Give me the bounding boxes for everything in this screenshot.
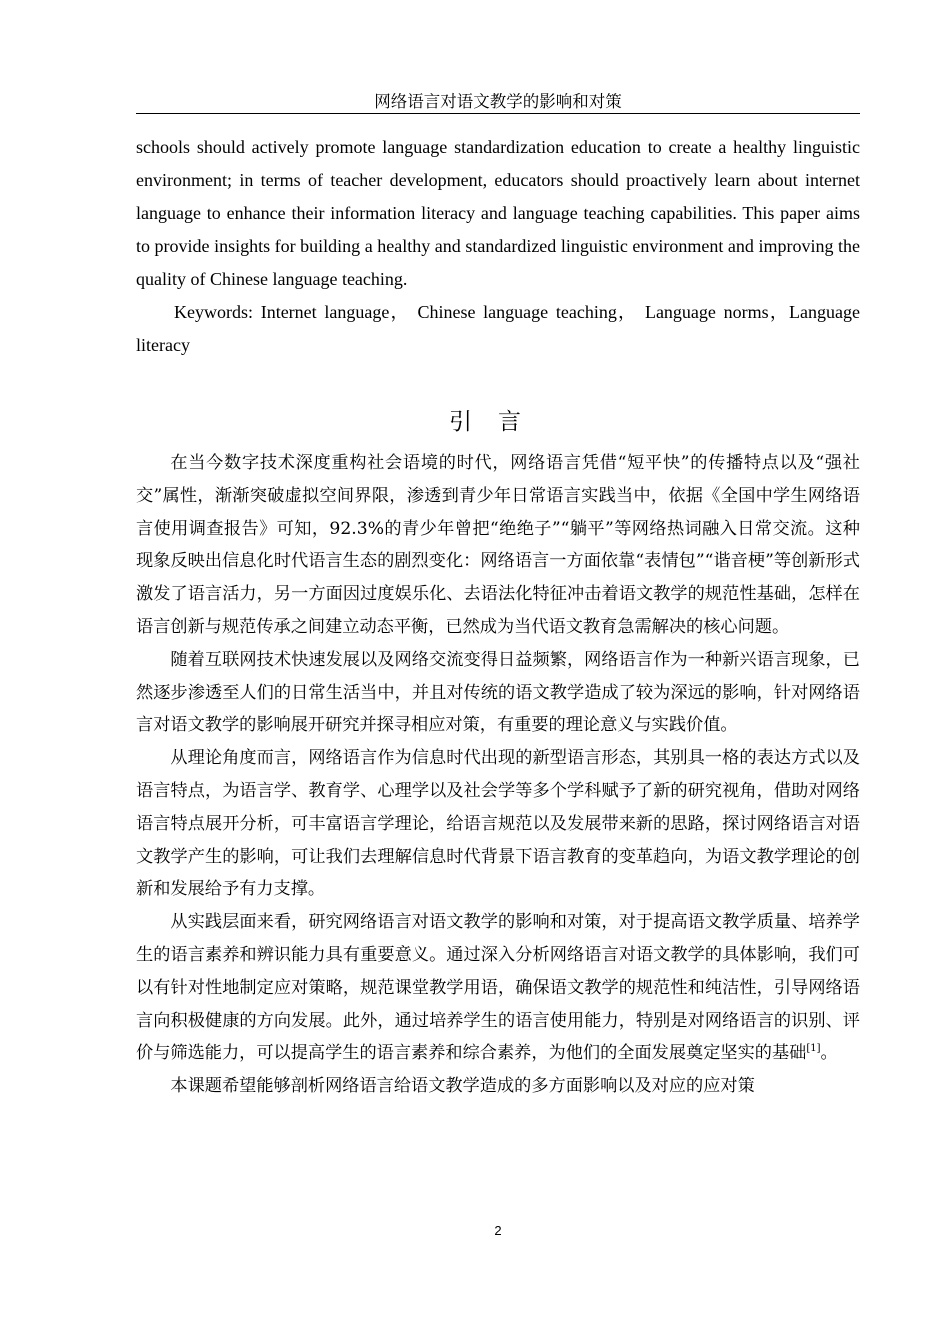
paragraph-1: 在当今数字技术深度重构社会语境的时代，网络语言凭借“短平快”的传播特点以及“强社交”属性，渐渐突破虚拟空间界限，渗透到青少年日常语言实践当中，依据《全国中学生网络语言使用调查报告》可知，92.3%的青少年曾把“绝绝子”“躺平”等网络热词融入日常交流。这种现象反映出信息化时代语言生态的剧烈变化：网络语言一方面依靠“表情包”“谐音梗”等创新形式激发了语言活力，另一方面因过度娱乐化、去语法化特征冲击着语文教学的规范性基础，怎样在语言创新与规范传承之间建立动态平衡，已然成为当代语文教育急需解决的核心问题。 xyxy=(136,453,860,637)
page-number: 2 xyxy=(494,1223,502,1238)
paragraph-4-end: 。 xyxy=(820,1043,838,1064)
english-abstract xyxy=(136,131,860,362)
paragraph-5: 本课题希望能够剖析网络语言给语文教学造成的多方面影响以及对应的应对策 xyxy=(170,1076,755,1097)
paragraph-2: 随着互联网技术快速发展以及网络交流变得日益频繁，网络语言作为一种新兴语言现象，已然逐步渗透至人们的日常生活当中，并且对传统的语文教学造成了较为深远的影响，针对网络语言对语文教学的影响展开研究并探寻相应对策，有重要的理论意义与实践价值。 xyxy=(136,649,860,736)
header-rule xyxy=(136,113,860,114)
abstract-paragraph: schools should actively promote language standardization education to create a healthy linguistic environment; in terms of teacher development, educators should proactively learn about internet language to enhance their information literacy and language teaching capabilities. This paper aims to provide insights for building a healthy and standardized linguistic environment and improving the quality of Chinese language teaching. xyxy=(136,137,860,289)
paragraph-4-text: 从实践层面来看，研究网络语言对语文教学的影响和对策，对于提高语文教学质量、培养学生的语言素养和辨识能力具有重要意义。通过深入分析网络语言对语文教学的具体影响，我们可以有针对性地制定应对策略，规范课堂教学用语，确保语文教学的规范性和纯洁性，引导网络语言向积极健康的方向发展。此外，通过培养学生的语言使用能力，特别是对网络语言的识别、评价与筛选能力，可以提高学生的语言素养和综合素养，为他们的全面发展奠定坚实的基础 xyxy=(136,912,860,1064)
paragraph-3: 从理论角度而言，网络语言作为信息时代出现的新型语言形态，其别具一格的表达方式以及语言特点，为语言学、教育学、心理学以及社会学等多个学科赋予了新的研究视角，借助对网络语言特点展开分析，可丰富语言学理论，给语言规范以及发展带来新的思路，探讨网络语言对语文教学产生的影响，可让我们去理解信息时代背景下语言教育的变革趋向，为语文教学理论的创新和发展给予有力支撑。 xyxy=(136,748,860,900)
section-title: 引言 xyxy=(449,409,547,435)
paragraph-4 xyxy=(136,906,860,1070)
keywords-line: Keywords: Internet language， Chinese language teaching， Language norms，Language literacy xyxy=(136,302,860,355)
running-header: 网络语言对语文教学的影响和对策 xyxy=(374,92,622,111)
citation-marker: [1] xyxy=(806,1043,821,1055)
body-text xyxy=(136,447,860,1103)
